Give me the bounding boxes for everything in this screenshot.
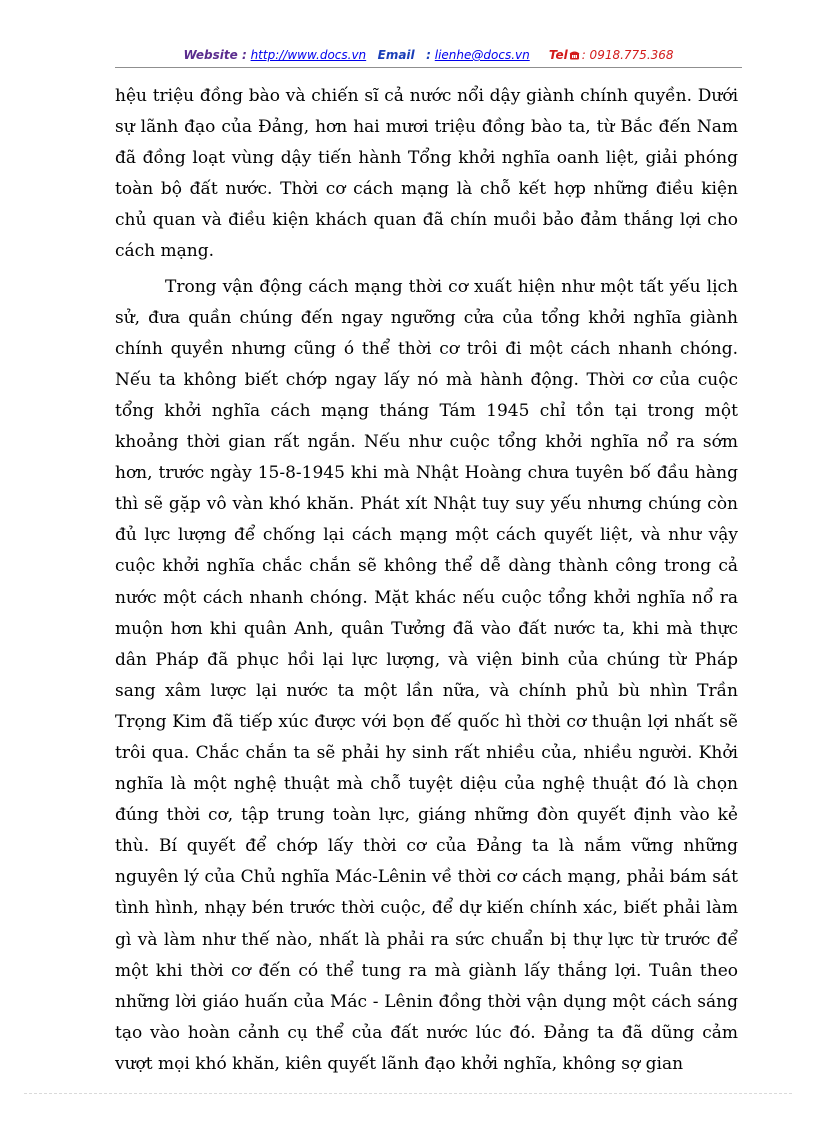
page-header — [115, 47, 742, 63]
header-divider — [115, 67, 742, 68]
document-body — [115, 81, 738, 1080]
website-link[interactable]: http://www.docs.vn — [250, 48, 367, 62]
paragraph-1: hệu triệu đồng bào và chiến sĩ cả nước nổi dậy giành chính quyền. Dưới sự lãnh đạo của Đảng, hơn hai mươi triệu đồng bào ta, từ Bắc đến Nam đã đồng loạt vùng dậy tiến hành Tổng khởi nghĩa oanh liệt, giải phóng toàn bộ đất nước. Thời cơ cách mạng là chỗ kết hợp những điều kiện chủ quan và điều kiện khách quan đã chín muồi bảo đảm thắng lợi cho cách mạng. — [115, 86, 738, 262]
website-label: Website : — [183, 48, 247, 62]
email-link[interactable]: lienhe@docs.vn — [434, 48, 530, 62]
email-separator: : — [426, 48, 431, 62]
paragraph-2: Trong vận động cách mạng thời cơ xuất hiện như một tất yếu lịch sử, đưa quần chúng đến ngay ngưỡng cửa của tổng khởi nghĩa giành chính quyền nhưng cũng ó thể thời cơ trôi đi một cách nhanh chóng. Nếu ta không biết chớp ngay lấy nó mà hành động. Thời cơ của cuộc tổng khởi nghĩa cách mạng tháng Tám 1945 chỉ tồn tại trong một khoảng thời gian rất ngắn. Nếu như cuộc tổng khởi nghĩa nổ ra sớm hơn, trước ngày 15-8-1945 khi mà Nhật Hoàng chưa tuyên bố đầu hàng thì sẽ gặp vô vàn khó khăn. Phát xít Nhật tuy suy yếu nhưng chúng còn đủ lực lượng để chống lại cách mạng một cách quyết liệt, và như vậy cuộc khởi nghĩa chắc chắn sẽ không thể dễ dàng thành công trong cả nước một cách nhanh chóng. Mặt khác nếu cuộc tổng khởi nghĩa nổ ra muộn hơn khi quân Anh, quân Tưởng đã vào đất nước ta, khi mà thực dân Pháp đã phục hồi lại lực lượng, và viện binh của chúng từ Pháp sang xâm lược lại nước ta một lần nữa, và chính phủ bù nhìn Trần Trọng Kim đã tiếp xúc được với bọn đế quốc hì thời cơ thuận lợi nhất sẽ trôi qua. Chắc chắn ta sẽ phải hy sinh rất nhiều của, nhiều người. Khởi nghĩa là một nghệ thuật mà chỗ tuyệt diệu của nghệ thuật đó là chọn đúng thời cơ, tập trung toàn lực, giáng những đòn quyết định vào kẻ thù. Bí quyết để chớp lấy thời cơ của Đảng ta là nắm vững những nguyên lý của Chủ nghĩa Mác-Lênin về thời cơ cách mạng, phải bám sát tình hình, nhạy bén trước thời cuộc, để dự kiến chính xác, biết phải làm gì và làm như thế nào, nhất là phải ra sức chuẩn bị thự lực từ trước để một khi thời cơ đến có thể tung ra mà giành lấy thắng lợi. Tuân theo những lời giáo huấn của Mác - Lênin đồng thời vận dụng một cách sáng tạo vào hoàn cảnh cụ thể của đất nước lúc đó. Đảng ta đã dũng cảm vượt mọi khó khăn, kiên quyết lãnh đạo khởi nghĩa, không sợ gian — [115, 276, 738, 1074]
tel-label: Tel — [548, 48, 568, 62]
footer-divider — [24, 1093, 792, 1094]
phone-icon — [569, 50, 580, 60]
tel-number: : 0918.775.368 — [581, 48, 674, 62]
email-label: Email — [377, 48, 415, 62]
